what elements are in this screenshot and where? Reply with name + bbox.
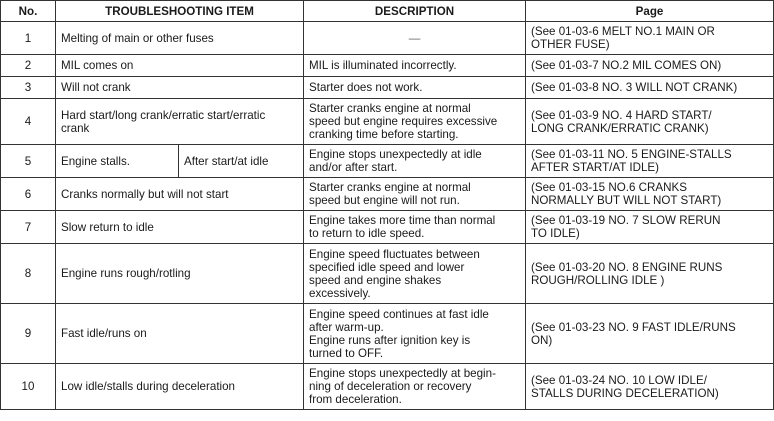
description-line: excessively. [309, 286, 371, 300]
description [304, 178, 526, 211]
row-number: 10 [1, 364, 56, 410]
description-line: Starter cranks engine at normal [309, 102, 471, 115]
description-line: Engine stops unexpectedly at idle [309, 148, 482, 161]
page-line: ROUGH/ROLLING IDLE ) [531, 273, 665, 287]
page-reference [526, 22, 774, 55]
description [304, 77, 526, 99]
page-line: ON) [531, 333, 553, 347]
page-line: (See 01-03-11 NO. 5 ENGINE-STALLS [531, 148, 732, 161]
row-number: 8 [1, 244, 56, 304]
description-line: from deceleration. [309, 393, 402, 406]
description-line: turned to OFF. [309, 346, 384, 360]
table-row [1, 55, 774, 77]
table-row [1, 211, 774, 244]
troubleshooting-item: Melting of main or other fuses [56, 22, 304, 55]
row-number: 6 [1, 178, 56, 211]
description-line: speed but engine will not run. [309, 194, 460, 207]
page-line: (See 01-03-20 NO. 8 ENGINE RUNS [531, 260, 723, 274]
description [304, 55, 526, 77]
row-number: 3 [1, 77, 56, 99]
table-row [1, 99, 774, 145]
page-line: (See 01-03-19 NO. 7 SLOW RERUN [531, 214, 721, 227]
table-row [1, 364, 774, 410]
page-line: STALLS DURING DECELERATION) [531, 386, 719, 400]
table-row [1, 145, 774, 178]
table-header-row [1, 1, 774, 22]
page-line: LONG CRANK/ERRATIC CRANK) [531, 121, 709, 135]
page-reference [526, 55, 774, 77]
troubleshooting-item: Will not crank [56, 77, 304, 99]
header-description: DESCRIPTION [304, 1, 526, 22]
description [304, 211, 526, 244]
page-reference [526, 364, 774, 410]
description [304, 244, 526, 304]
description-line: to return to idle speed. [309, 227, 425, 240]
table-row [1, 77, 774, 99]
troubleshooting-item: Slow return to idle [56, 211, 304, 244]
row-number: 7 [1, 211, 56, 244]
row-number: 9 [1, 304, 56, 364]
description-line: Engine stops unexpectedly at begin- [309, 367, 496, 380]
description-line: and/or after start. [309, 161, 398, 174]
page-reference [526, 99, 774, 145]
page-reference [526, 244, 774, 304]
header-page: Page [526, 1, 774, 22]
page-line: (See 01-03-9 NO. 4 HARD START/ [531, 108, 712, 122]
page-line: NORMALLY BUT WILL NOT START) [531, 194, 722, 207]
description [304, 145, 526, 178]
description-line: speed but engine requires excessive [309, 115, 498, 128]
description-line: Engine takes more time than normal [309, 214, 496, 227]
table-row [1, 22, 774, 55]
header-troubleshooting-item: TROUBLESHOOTING ITEM [56, 1, 304, 22]
page-line: (See 01-03-23 NO. 9 FAST IDLE/RUNS [531, 320, 736, 334]
description-line: Starter cranks engine at normal [309, 181, 471, 194]
row-number: 4 [1, 99, 56, 145]
description-line: ning of deceleration or recovery [309, 380, 472, 393]
page-line: TO IDLE) [531, 227, 580, 240]
page-reference [526, 304, 774, 364]
header-no: No. [1, 1, 56, 22]
table-row [1, 304, 774, 364]
troubleshooting-item: Engine stalls. [56, 145, 179, 178]
description-line: Engine speed fluctuates between [309, 247, 480, 261]
description-line: Engine speed continues at fast idle [309, 307, 489, 321]
item-line: crank [61, 121, 90, 135]
troubleshooting-item: Engine runs rough/rotling [56, 244, 304, 304]
page-line: (See 01-03-15 NO.6 CRANKS [531, 181, 687, 194]
troubleshooting-item [56, 99, 304, 145]
page-line: AFTER START/AT IDLE) [531, 161, 659, 174]
description-line: cranking time before starting. [309, 128, 459, 141]
description-line: MIL is illuminated incorrectly. [309, 59, 457, 72]
row-number: 5 [1, 145, 56, 178]
page-reference [526, 211, 774, 244]
troubleshooting-item: MIL comes on [56, 55, 304, 77]
page-reference [526, 178, 774, 211]
troubleshooting-sub-item: After start/at idle [179, 145, 304, 178]
description: — [304, 22, 526, 55]
page-line: (See 01-03-6 MELT NO.1 MAIN OR [531, 25, 715, 38]
page-line: OTHER FUSE) [531, 38, 610, 51]
description [304, 364, 526, 410]
troubleshooting-item: Cranks normally but will not start [56, 178, 304, 211]
page-line: (See 01-03-7 NO.2 MIL COMES ON) [531, 59, 722, 72]
troubleshooting-item: Fast idle/runs on [56, 304, 304, 364]
item-line: Hard start/long crank/erratic start/erratic [61, 108, 266, 122]
table-row [1, 244, 774, 304]
row-number: 2 [1, 55, 56, 77]
row-number: 1 [1, 22, 56, 55]
description-line: Starter does not work. [309, 81, 423, 94]
page-reference [526, 145, 774, 178]
description [304, 304, 526, 364]
page-line: (See 01-03-8 NO. 3 WILL NOT CRANK) [531, 81, 738, 94]
page-reference [526, 77, 774, 99]
table-row [1, 178, 774, 211]
description-line: Engine runs after ignition key is [309, 333, 471, 347]
description-line: speed and engine shakes [309, 273, 442, 287]
page-line: (See 01-03-24 NO. 10 LOW IDLE/ [531, 373, 707, 387]
troubleshooting-item: Low idle/stalls during deceleration [56, 364, 304, 410]
description-line: after warm-up. [309, 320, 384, 334]
description-line: specified idle speed and lower [309, 260, 465, 274]
description [304, 99, 526, 145]
